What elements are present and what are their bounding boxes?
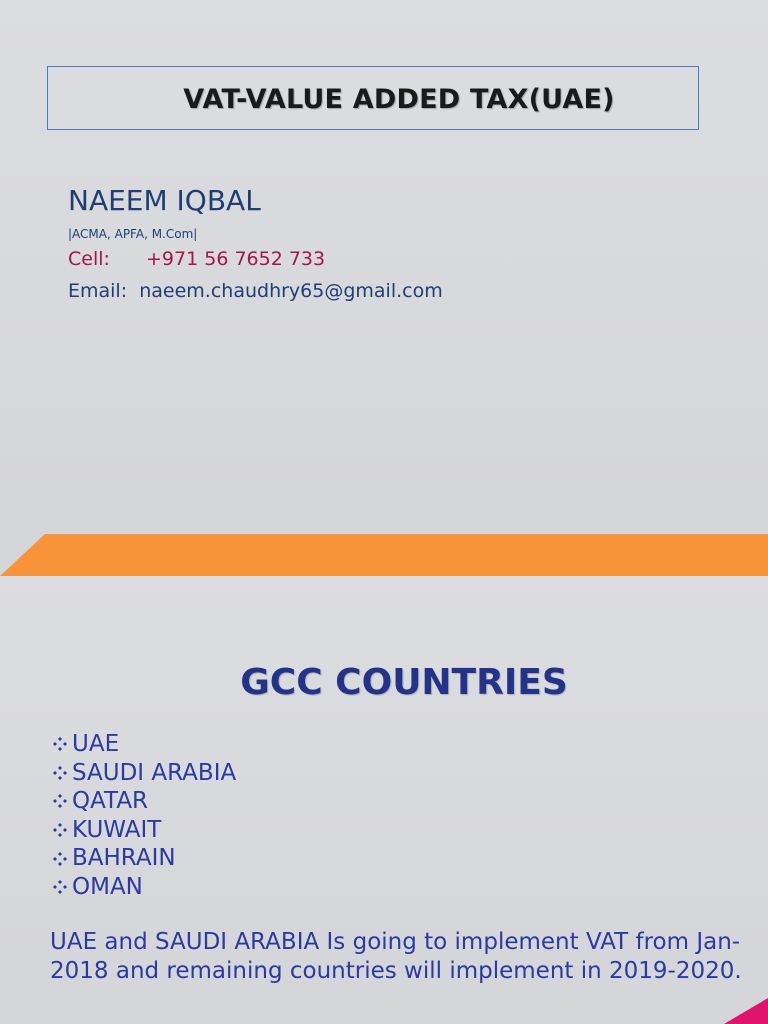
slide-title-text: VAT-VALUE ADDED TAX(UAE) <box>183 84 615 115</box>
email-label: Email: <box>68 280 128 302</box>
country-name: UAE <box>72 731 120 757</box>
diamond-bullet-icon <box>50 763 70 783</box>
email-address: naeem.chaudhry65@gmail.com <box>139 280 443 302</box>
list-item <box>50 816 236 845</box>
list-item <box>50 844 236 873</box>
country-name: KUWAIT <box>72 816 162 843</box>
email-line <box>68 280 443 302</box>
diamond-bullet-icon <box>50 849 70 869</box>
list-item <box>50 730 236 759</box>
gcc-title: GCC COUNTRIES <box>240 662 568 703</box>
diamond-bullet-icon <box>50 791 70 811</box>
orange-accent-band <box>0 534 768 576</box>
vat-summary-text: UAE and SAUDI ARABIA Is going to implement VAT from Jan-2018 and remaining countries will implement in 2019-2020. <box>50 929 742 984</box>
country-name: QATAR <box>72 788 149 815</box>
diamond-bullet-icon <box>50 820 70 840</box>
author-credentials: |ACMA, APFA, M.Com| <box>68 227 198 241</box>
diamond-bullet-icon <box>50 877 70 897</box>
country-name: BAHRAIN <box>72 845 176 872</box>
list-item <box>50 759 236 788</box>
country-name: SAUDI ARABIA <box>72 759 237 786</box>
corner-accent-shape <box>724 998 768 1024</box>
author-name: NAEEM IQBAL <box>68 184 261 217</box>
list-item <box>50 787 236 816</box>
cell-label: Cell: <box>68 248 110 270</box>
cell-line <box>68 248 325 270</box>
cell-number: +971 56 7652 733 <box>146 248 326 270</box>
list-item <box>50 873 236 902</box>
country-list <box>50 730 236 902</box>
diamond-bullet-icon <box>50 734 70 754</box>
country-name: OMAN <box>72 873 143 900</box>
